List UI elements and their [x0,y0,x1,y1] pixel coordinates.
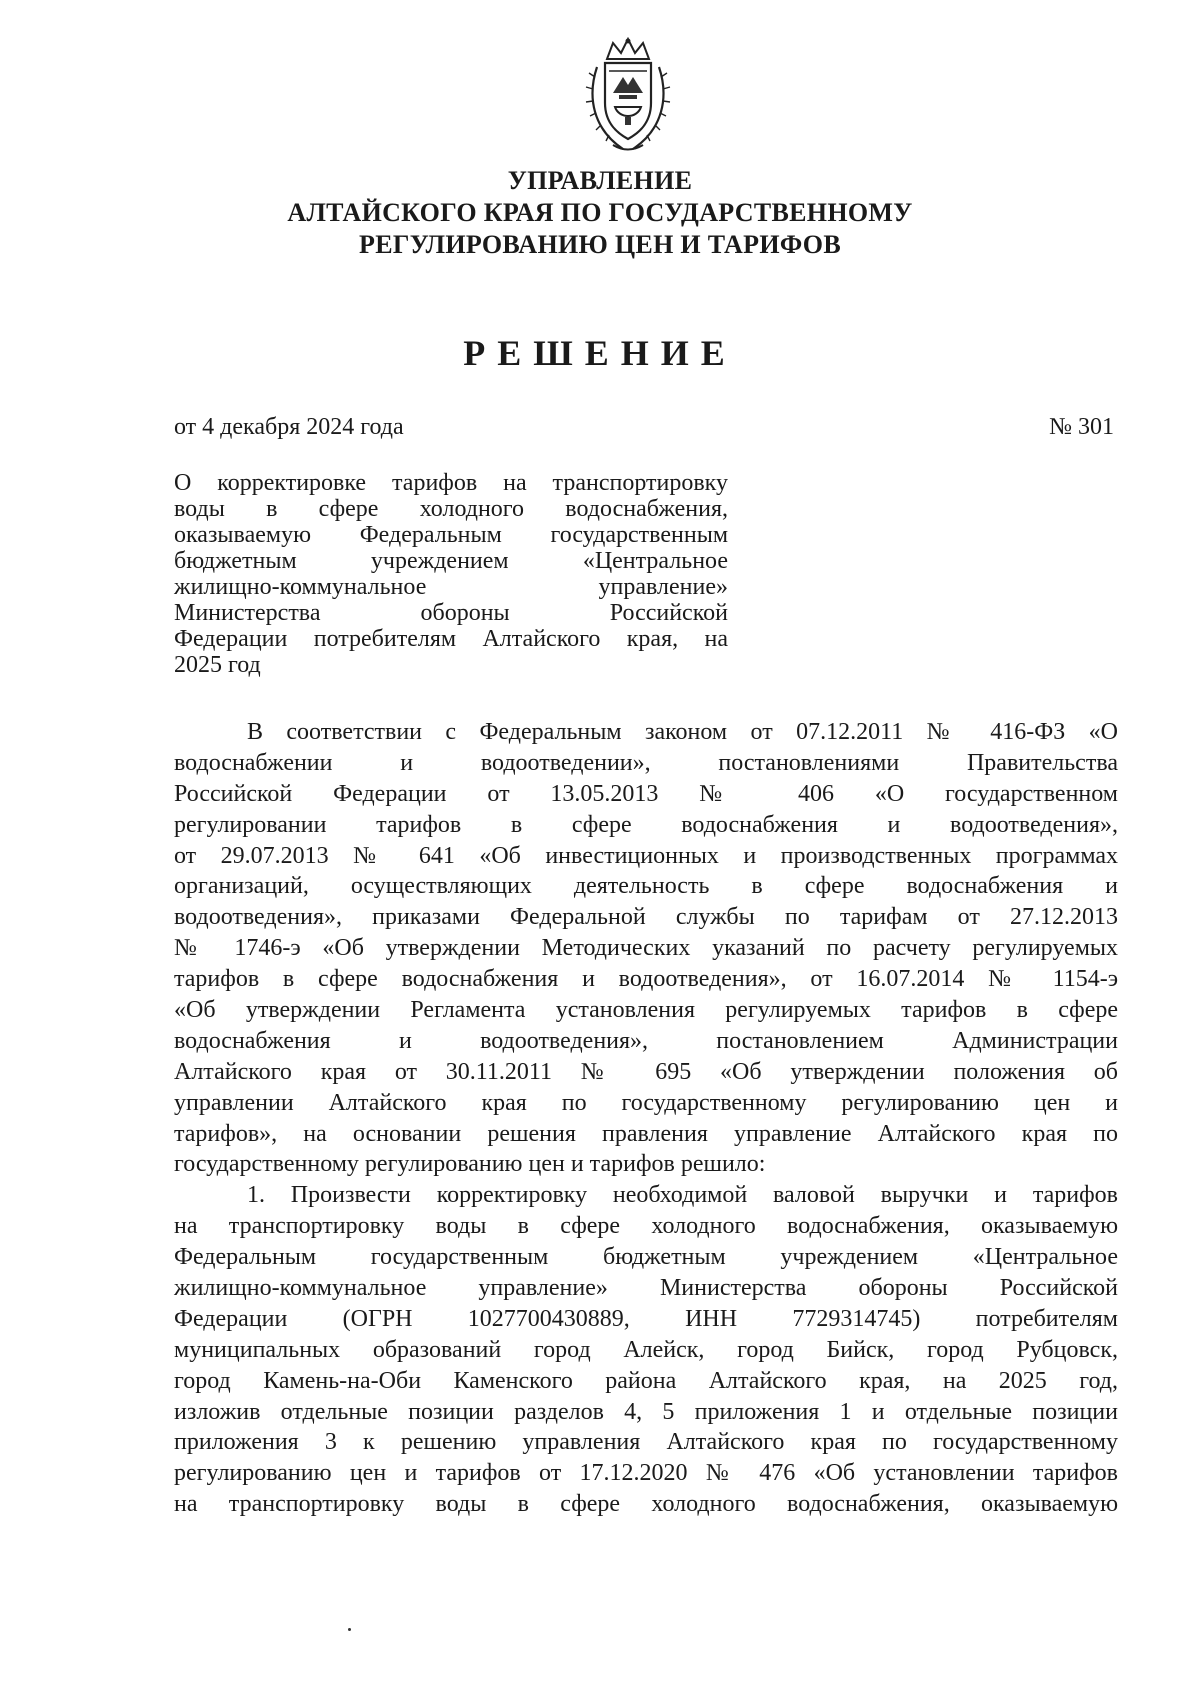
document-number: № 301 [1049,414,1114,440]
subject-line: жилищно-коммунальное управление» [174,574,728,600]
subject-line: 2025 год [174,652,261,678]
body-line: «Об утверждении Регламента установления регулируемых тарифов в сфере [174,997,1118,1024]
organization-name-line-2: АЛТАЙСКОГО КРАЯ ПО ГОСУДАРСТВЕННОМУ [287,198,913,227]
subject-line: Федерации потребителям Алтайского края, на [174,626,728,652]
body-line: Алтайского края от 30.11.2011 № 695 «Об утверждении положения об [174,1058,1118,1085]
document-body [174,717,1118,1520]
document-type-title: РЕШЕНИЕ [463,333,737,373]
document-date: от 4 декабря 2024 года [174,414,404,440]
subject-line: бюджетным учреждением «Центральное [174,548,728,574]
subject-line: Министерства обороны Российской [174,600,728,626]
body-line: водоснабжении и водоотведении», постановлениями Правительства [174,749,1118,776]
organization-name-line-3: РЕГУЛИРОВАНИЮ ЦЕН И ТАРИФОВ [359,230,841,259]
body-line: регулировании тарифов в сфере водоснабжения и водоотведения», [174,811,1118,838]
body-line: на транспортировку воды в сфере холодного водоснабжения, оказываемую [174,1491,1118,1518]
body-line: 1. Произвести корректировку необходимой валовой выручки и тарифов [247,1182,1118,1209]
body-line: изложив отдельные позиции разделов 4, 5 приложения 1 и отдельные позиции [174,1398,1118,1425]
document-subject [174,470,728,678]
organization-name-line-1: УПРАВЛЕНИЕ [507,166,693,195]
body-line: от 29.07.2013 № 641 «Об инвестиционных и производственных программах [174,842,1118,869]
body-line: муниципальных образований город Алейск, город Бийск, город Рубцовск, [174,1336,1118,1363]
coat-of-arms-emblem [583,37,673,155]
body-line: жилищно-коммунальное управление» Министерства обороны Российской [174,1275,1118,1302]
body-line: город Камень-на-Оби Каменского района Алтайского края, на 2025 год, [174,1367,1118,1394]
body-line: № 1746-э «Об утверждении Методических указаний по расчету регулируемых [174,935,1118,962]
page-mark-dot [348,1628,351,1631]
subject-line: воды в сфере холодного водоснабжения, [174,496,728,522]
body-line: Федерации (ОГРН 1027700430889, ИНН 7729314745) потребителям [174,1305,1118,1332]
body-line: Федеральным государственным бюджетным учреждением «Центральное [174,1244,1118,1271]
subject-line: оказываемую Федеральным государственным [174,522,728,548]
body-line: тарифов», на основании решения правления управление Алтайского края по [174,1120,1118,1147]
body-line: государственному регулированию цен и тарифов решило: [174,1151,766,1178]
body-line: на транспортировку воды в сфере холодного водоснабжения, оказываемую [174,1213,1118,1240]
body-line: В соответствии с Федеральным законом от 07.12.2011 № 416-ФЗ «О [247,719,1118,745]
body-line: приложения 3 к решению управления Алтайского края по государственному [174,1429,1118,1456]
body-line: организаций, осуществляющих деятельность в сфере водоснабжения и [174,873,1118,900]
body-line: водоотведения», приказами Федеральной службы по тарифам от 27.12.2013 [174,904,1118,931]
body-line: регулированию цен и тарифов от 17.12.2020 № 476 «Об установлении тарифов [174,1460,1118,1487]
body-line: Российской Федерации от 13.05.2013 № 406 «О государственном [174,780,1118,807]
body-line: управлении Алтайского края по государственному регулированию цен и [174,1089,1118,1116]
body-line: тарифов в сфере водоснабжения и водоотведения», от 16.07.2014 № 1154-э [174,966,1118,993]
subject-line: О корректировке тарифов на транспортировку [174,470,728,496]
body-line: водоснабжения и водоотведения», постановлением Администрации [174,1027,1118,1054]
